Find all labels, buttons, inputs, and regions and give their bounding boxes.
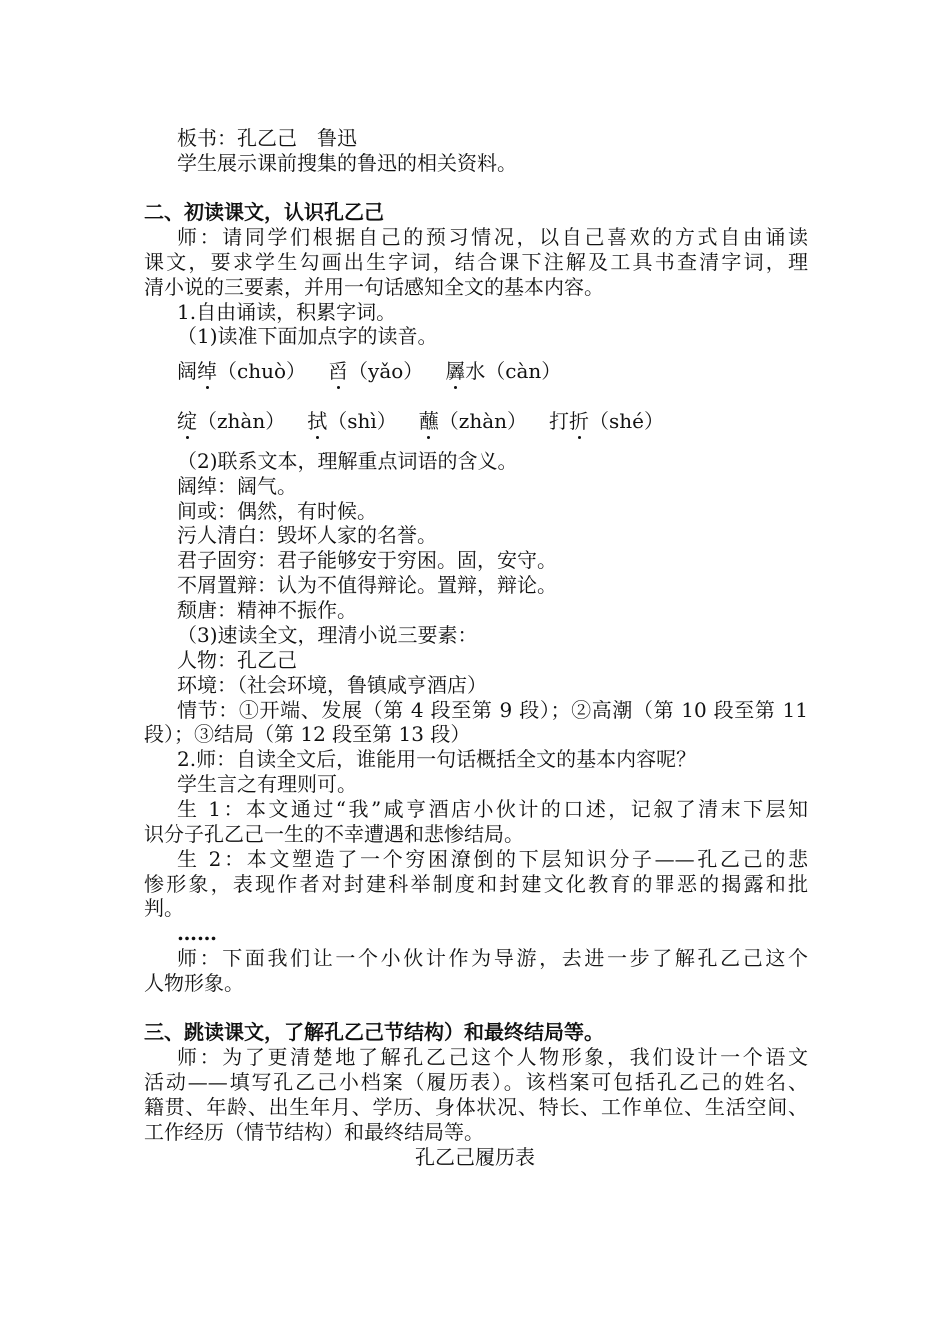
paragraph-line: 学生言之有理则可。 — [177, 772, 357, 796]
paragraph-line: 段）；③结局（第 12 段至第 13 段） — [144, 722, 471, 746]
vocab-line: 污人清白：毁坏人家的名誉。 — [177, 523, 437, 547]
pinyin-row-1 — [177, 359, 561, 383]
pinyin-reading: （chuò） — [217, 359, 307, 383]
dotted-character: 绽 — [177, 409, 197, 433]
pinyin-word — [549, 409, 664, 433]
paragraph-line: 识分子孔乙己一生的不幸遭遇和悲惨结局。 — [144, 822, 524, 846]
paragraph-line: 学生展示课前搜集的鲁迅的相关资料。 — [177, 151, 517, 175]
paragraph-line: 活动——填写孔乙己小档案（履历表）。该档案可包括孔乙己的姓名、 — [144, 1070, 808, 1094]
paragraph-line: 工作经历（情节结构）和最终结局等。 — [144, 1120, 484, 1144]
pinyin-word — [328, 359, 423, 383]
ellipsis-line: …… — [177, 921, 217, 945]
paragraph-line: 环境：（社会环境，鲁镇咸亨酒店） — [177, 673, 487, 697]
vocab-line: 颓唐：精神不振作。 — [177, 598, 357, 622]
pinyin-reading: （shé） — [589, 409, 664, 433]
paragraph-line: 情节：①开端、发展（第 4 段至第 9 段）；②高潮（第 10 段至第 11 — [177, 698, 808, 722]
paragraph-line: 师：请同学们根据自己的预习情况，以自己喜欢的方式自由诵读 — [177, 225, 808, 249]
paragraph-line: 清小说的三要素，并用一句话感知全文的基本内容。 — [144, 275, 604, 299]
pinyin-word — [307, 409, 397, 433]
pinyin-reading: （shì） — [327, 409, 397, 433]
paragraph-line: 判。 — [144, 896, 184, 920]
pinyin-reading: （càn） — [485, 359, 562, 383]
vocab-line: 不屑置辩：认为不值得辩论。置辩，辩论。 — [177, 573, 557, 597]
pinyin-word — [177, 409, 285, 433]
word-prefix: 打 — [549, 409, 570, 433]
paragraph-line: 课文，要求学生勾画出生字词，结合课下注解及工具书查清字词，理 — [144, 250, 808, 274]
pinyin-reading: （zhàn） — [197, 409, 286, 433]
paragraph-line: 生 1：本文通过“我”咸亨酒店小伙计的口述，记叙了清末下层知 — [177, 797, 808, 821]
paragraph-line: 人物形象。 — [144, 971, 244, 995]
word-suffix: 水 — [465, 359, 486, 383]
dotted-character: 折 — [569, 409, 590, 433]
blackboard-line: 板书：孔乙己 鲁迅 — [177, 126, 357, 150]
vocab-line: 阔绰：阔气。 — [177, 474, 297, 498]
paragraph-line: （2)联系文本，理解重点词语的含义。 — [177, 449, 518, 473]
paragraph-line: （3)速读全文，理清小说三要素： — [177, 623, 478, 647]
paragraph-line: （1)读准下面加点字的读音。 — [177, 324, 438, 348]
pinyin-word — [445, 359, 561, 383]
dotted-character: 拭 — [307, 409, 328, 433]
paragraph-line: 2.师：自读全文后，谁能用一句话概括全文的基本内容呢？ — [177, 747, 697, 771]
paragraph-line: 1.自由诵读，积累字词。 — [177, 300, 397, 324]
pinyin-word — [419, 409, 527, 433]
paragraph-line: 师：下面我们让一个小伙计作为导游，去进一步了解孔乙己这个 — [177, 946, 808, 970]
pinyin-word — [177, 359, 306, 383]
section-heading-2: 二、初读课文，认识孔乙己 — [144, 200, 384, 224]
table-caption: 孔乙己履历表 — [415, 1145, 535, 1169]
word-prefix: 阔 — [177, 359, 197, 383]
dotted-character: 羼 — [445, 359, 466, 383]
pinyin-reading: （yǎo） — [348, 359, 424, 383]
dotted-character: 舀 — [328, 359, 349, 383]
vocab-line: 君子固穷：君子能够安于穷困。固，安守。 — [177, 548, 557, 572]
section-heading-3: 三、跳读课文，了解孔乙己节结构）和最终结局等。 — [144, 1020, 604, 1044]
vocab-line: 间或：偶然，有时候。 — [177, 499, 377, 523]
paragraph-line: 人物：孔乙己 — [177, 648, 297, 672]
paragraph-line: 惨形象，表现作者对封建科举制度和封建文化教育的罪恶的揭露和批 — [144, 872, 808, 896]
paragraph-line: 生 2：本文塑造了一个穷困潦倒的下层知识分子——孔乙己的悲 — [177, 847, 808, 871]
paragraph-line: 师：为了更清楚地了解孔乙己这个人物形象，我们设计一个语文 — [177, 1045, 808, 1069]
dotted-character: 蘸 — [418, 409, 439, 433]
pinyin-row-2 — [177, 409, 664, 433]
dotted-character: 绰 — [197, 359, 217, 383]
pinyin-reading: （zhàn） — [438, 409, 528, 433]
paragraph-line: 籍贯、年龄、出生年月、学历、身体状况、特长、工作单位、生活空间、 — [144, 1095, 808, 1119]
